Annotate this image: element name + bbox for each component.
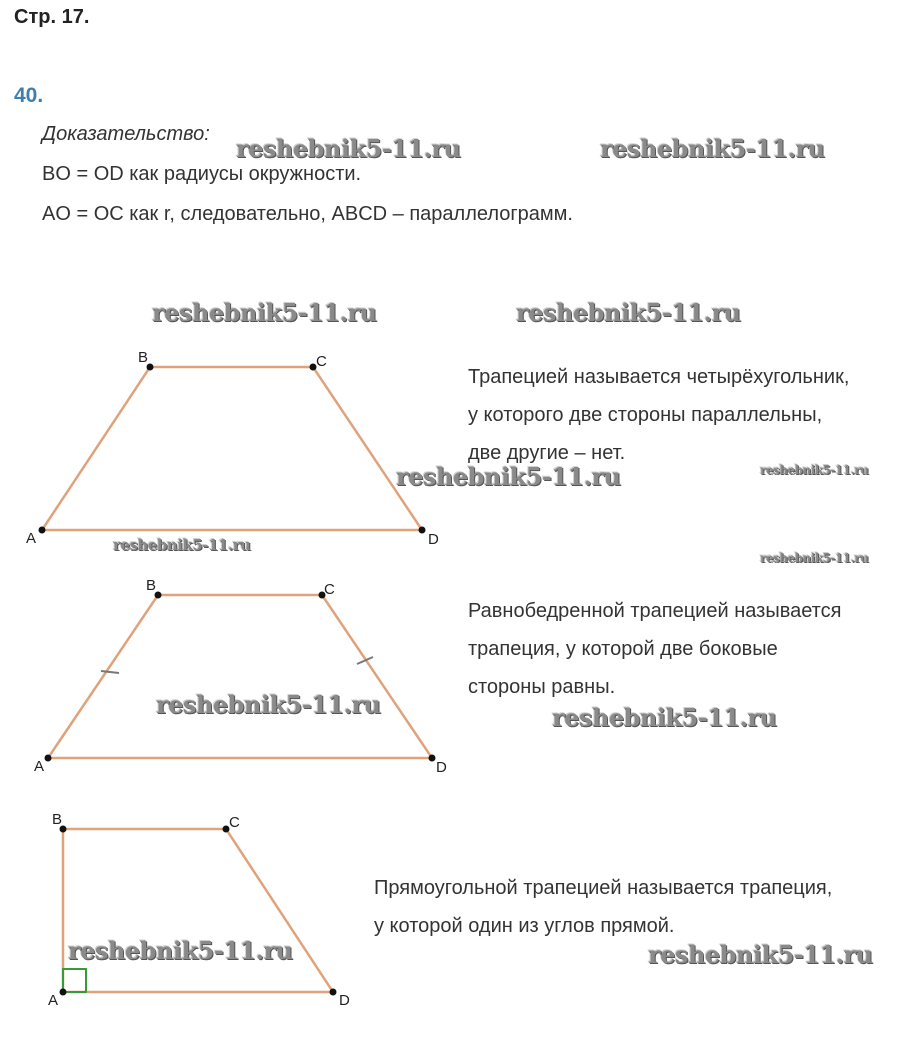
definition-line: стороны равны. bbox=[468, 676, 616, 698]
definition-line: Трапецией называется четырёхугольник, bbox=[468, 366, 850, 388]
vertex-label-b: B bbox=[138, 349, 149, 366]
vertex-point bbox=[419, 527, 426, 534]
watermark: reshebnik5-11.ru bbox=[152, 298, 377, 327]
vertex-label-c: C bbox=[316, 353, 327, 370]
right-trapezoid-outline bbox=[63, 829, 333, 992]
watermark: reshebnik5-11.ru bbox=[68, 936, 293, 965]
proof-line-1: BO = OD как радиусы окружности. bbox=[42, 163, 362, 185]
vertex-label-a: A bbox=[34, 758, 45, 775]
vertex-point bbox=[45, 755, 52, 762]
proof-line-2: AO = OC как r, следовательно, ABCD – параллелограмм. bbox=[42, 203, 573, 225]
proof-heading: Доказательство: bbox=[42, 123, 210, 145]
watermark: reshebnik5-11.ru bbox=[396, 462, 621, 491]
definition-line: две другие – нет. bbox=[468, 442, 626, 464]
definition-line: Равнобедренной трапецией называется bbox=[468, 600, 842, 622]
watermark: reshebnik5-11.ru bbox=[648, 940, 873, 969]
definition-line: трапеция, у которой две боковые bbox=[468, 638, 778, 660]
vertex-label-b: B bbox=[52, 811, 63, 828]
vertex-label-d: D bbox=[436, 759, 447, 776]
vertex-label-b: B bbox=[146, 577, 157, 594]
right-angle-mark bbox=[63, 969, 86, 992]
equal-side-tick bbox=[101, 671, 119, 673]
vertex-label-a: A bbox=[26, 530, 37, 547]
vertex-label-a: A bbox=[48, 992, 59, 1009]
definition-line: Прямоугольной трапецией называется трапеция, bbox=[374, 877, 833, 899]
watermark: reshebnik5-11.ru bbox=[236, 134, 461, 163]
isosceles-trapezoid-outline bbox=[48, 595, 432, 758]
trapezoid-outline bbox=[42, 367, 422, 530]
vertex-label-c: C bbox=[229, 814, 240, 831]
vertex-label-d: D bbox=[428, 531, 439, 548]
figure-right-trapezoid bbox=[48, 811, 350, 1009]
watermark: reshebnik5-11.ru bbox=[600, 134, 825, 163]
vertex-label-c: C bbox=[324, 581, 335, 598]
vertex-point bbox=[39, 527, 46, 534]
definition-line: у которого две стороны параллельны, bbox=[468, 404, 823, 426]
watermark: reshebnik5-11.ru bbox=[760, 551, 869, 565]
definition-line: у которой один из углов прямой. bbox=[374, 915, 675, 937]
watermark: reshebnik5-11.ru bbox=[760, 463, 869, 477]
watermark: reshebnik5-11.ru bbox=[516, 298, 741, 327]
figure-trapezoid bbox=[26, 349, 439, 548]
watermark: reshebnik5-11.ru bbox=[156, 690, 381, 719]
vertex-point bbox=[60, 989, 67, 996]
page-label: Стр. 17. bbox=[14, 6, 90, 28]
vertex-point bbox=[330, 989, 337, 996]
figure-isosceles-trapezoid bbox=[34, 577, 447, 776]
task-number: 40. bbox=[14, 84, 44, 107]
vertex-label-d: D bbox=[339, 992, 350, 1009]
watermark: reshebnik5-11.ru bbox=[113, 536, 251, 554]
vertex-point bbox=[429, 755, 436, 762]
watermark: reshebnik5-11.ru bbox=[552, 703, 777, 732]
